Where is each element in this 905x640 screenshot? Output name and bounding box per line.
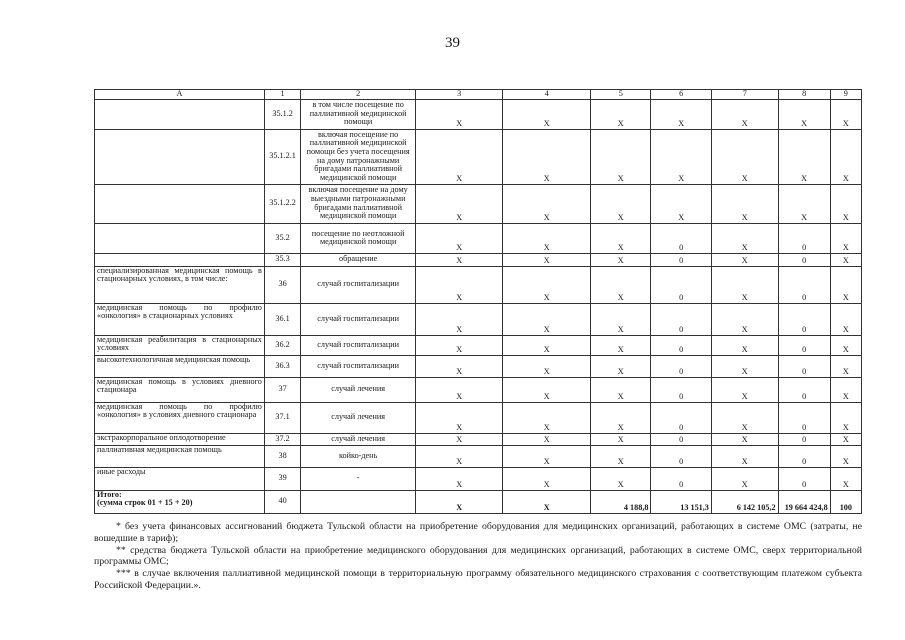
value-cell: X [778, 184, 830, 223]
value-cell: X [503, 433, 591, 445]
value-cell: X [651, 99, 711, 129]
row-label: медицинская реабилитация в стационарных условиях [95, 335, 265, 355]
value-cell: X [830, 303, 861, 335]
value-cell: 0 [778, 433, 830, 445]
value-cell: X [415, 129, 503, 184]
row-unit: обращение [301, 253, 416, 266]
value-cell: X [415, 377, 503, 402]
value-cell: X [415, 490, 503, 513]
table-row [95, 266, 862, 303]
value-cell: X [503, 99, 591, 129]
row-label [95, 223, 265, 253]
table-row [95, 223, 862, 253]
table-row [95, 402, 862, 433]
value-cell: 0 [778, 355, 830, 377]
row-label: Итого: (сумма строк 01 + 15 + 20) [95, 490, 265, 513]
row-label [95, 99, 265, 129]
value-cell: X [415, 467, 503, 490]
value-cell: X [503, 467, 591, 490]
table-row [95, 99, 862, 129]
value-cell: X [503, 377, 591, 402]
row-number: 38 [264, 445, 300, 467]
value-cell: X [830, 223, 861, 253]
row-label [95, 184, 265, 223]
value-cell: X [711, 99, 778, 129]
row-number: 36.1 [264, 303, 300, 335]
value-cell: X [591, 129, 651, 184]
value-cell: 100 [830, 490, 861, 513]
row-unit: посещение по неотложной медицинской помощи [301, 223, 416, 253]
value-cell: 0 [651, 266, 711, 303]
table-row [95, 467, 862, 490]
value-cell: X [711, 303, 778, 335]
row-label [95, 253, 265, 266]
row-label: высокотехнологичная медицинская помощь [95, 355, 265, 377]
value-cell: X [415, 184, 503, 223]
page-number: 39 [445, 35, 460, 51]
value-cell: X [830, 355, 861, 377]
row-unit: случай госпитализации [301, 335, 416, 355]
value-cell: X [591, 433, 651, 445]
value-cell: X [503, 445, 591, 467]
table-row [95, 377, 862, 402]
table-row [95, 355, 862, 377]
value-cell: 19 664 424,8 [778, 490, 830, 513]
row-number: 37.1 [264, 402, 300, 433]
row-unit: случай лечения [301, 377, 416, 402]
value-cell: X [591, 266, 651, 303]
value-cell: X [591, 355, 651, 377]
value-cell: X [415, 303, 503, 335]
value-cell: X [415, 355, 503, 377]
value-cell: 0 [651, 355, 711, 377]
row-number: 35.1.2.2 [264, 184, 300, 223]
value-cell: X [591, 99, 651, 129]
table-row [95, 335, 862, 355]
value-cell: X [830, 99, 861, 129]
value-cell: 0 [778, 335, 830, 355]
value-cell: 0 [778, 467, 830, 490]
value-cell: X [503, 490, 591, 513]
value-cell: X [830, 129, 861, 184]
value-cell: X [591, 445, 651, 467]
row-number: 39 [264, 467, 300, 490]
value-cell: 0 [651, 402, 711, 433]
value-cell: X [591, 335, 651, 355]
value-cell: 0 [651, 467, 711, 490]
value-cell: X [503, 303, 591, 335]
row-unit: койко-день [301, 445, 416, 467]
value-cell: X [415, 99, 503, 129]
footnotes [94, 521, 862, 592]
row-number: 37.2 [264, 433, 300, 445]
row-unit [301, 490, 416, 513]
value-cell: 0 [778, 266, 830, 303]
header-cell: А [95, 90, 265, 100]
table-row [95, 445, 862, 467]
row-unit: - [301, 467, 416, 490]
value-cell: 0 [651, 445, 711, 467]
value-cell: X [591, 303, 651, 335]
value-cell: X [830, 266, 861, 303]
value-cell: 0 [778, 303, 830, 335]
value-cell: 0 [778, 377, 830, 402]
value-cell: 13 151,3 [651, 490, 711, 513]
value-cell: X [415, 266, 503, 303]
value-cell: X [503, 335, 591, 355]
value-cell: X [711, 184, 778, 223]
table-row [95, 433, 862, 445]
header-cell: 5 [591, 90, 651, 100]
value-cell: X [711, 355, 778, 377]
table-row [95, 184, 862, 223]
row-number: 35.1.2 [264, 99, 300, 129]
value-cell: X [591, 467, 651, 490]
value-cell: X [591, 253, 651, 266]
footnote-3: *** в случае включения паллиативной медицинской помощи в территориальную программу обязательного медицинского страхования с соответствующим платежом субъекта Российской Федерации.». [94, 568, 862, 591]
value-cell: X [711, 377, 778, 402]
row-label: медицинская помощь по профилю «онкология» в условиях дневного стационара [95, 402, 265, 433]
value-cell: X [711, 445, 778, 467]
header-cell: 8 [778, 90, 830, 100]
row-number: 35.1.2.1 [264, 129, 300, 184]
value-cell: X [415, 223, 503, 253]
value-cell: X [830, 335, 861, 355]
footnote-2: ** средства бюджета Тульской области на приобретение медицинского оборудования для медицинских организаций, работающих в системе ОМС, сверх территориальной программы ОМС; [94, 544, 862, 568]
value-cell: X [711, 402, 778, 433]
value-cell: 0 [778, 445, 830, 467]
value-cell: X [651, 129, 711, 184]
table-header-row [95, 90, 862, 100]
value-cell: 0 [778, 253, 830, 266]
value-cell: X [503, 253, 591, 266]
table-row [95, 129, 862, 184]
value-cell: X [778, 99, 830, 129]
value-cell: X [830, 377, 861, 402]
value-cell: X [591, 377, 651, 402]
row-label: медицинская помощь в условиях дневного стационара [95, 377, 265, 402]
value-cell: 0 [651, 335, 711, 355]
row-unit: случай госпитализации [301, 266, 416, 303]
row-number: 35.2 [264, 223, 300, 253]
value-cell: 6 142 105,2 [711, 490, 778, 513]
value-cell: X [651, 184, 711, 223]
value-cell: X [830, 253, 861, 266]
row-label [95, 129, 265, 184]
row-number: 36.3 [264, 355, 300, 377]
value-cell: 0 [651, 223, 711, 253]
value-cell: X [830, 184, 861, 223]
value-cell: X [778, 129, 830, 184]
data-table [94, 89, 862, 514]
row-label: паллиативная медицинская помощь [95, 445, 265, 467]
row-unit: включая посещение по паллиативной медицинской помощи без учета посещения на дому патронажными бригадами паллиативной медицинской помощи [301, 129, 416, 184]
footnote-1: * без учета финансовых ассигнований бюджета Тульской области на приобретение оборудования для медицинских организаций, работающих в системе ОМС (затраты, не вошедшие в тариф); [94, 521, 862, 544]
value-cell: X [830, 402, 861, 433]
row-number: 40 [264, 490, 300, 513]
header-cell: 9 [830, 90, 861, 100]
value-cell: X [711, 433, 778, 445]
value-cell: X [711, 335, 778, 355]
value-cell: X [711, 253, 778, 266]
value-cell: X [711, 266, 778, 303]
value-cell: 0 [651, 433, 711, 445]
value-cell: X [415, 402, 503, 433]
value-cell: X [830, 467, 861, 490]
value-cell: 0 [651, 303, 711, 335]
value-cell: X [591, 402, 651, 433]
value-cell: X [591, 184, 651, 223]
value-cell: X [415, 433, 503, 445]
value-cell: 0 [651, 377, 711, 402]
value-cell: 0 [778, 402, 830, 433]
header-cell: 7 [711, 90, 778, 100]
value-cell: 4 188,8 [591, 490, 651, 513]
value-cell: X [503, 266, 591, 303]
value-cell: X [503, 129, 591, 184]
row-label: иные расходы [95, 467, 265, 490]
value-cell: X [830, 433, 861, 445]
row-label: экстракорпоральное оплодотворение [95, 433, 265, 445]
row-unit: случай лечения [301, 433, 416, 445]
row-number: 36 [264, 266, 300, 303]
value-cell: X [591, 223, 651, 253]
row-unit: включая посещение на дому выездными патронажными бригадами паллиативной медицинской помощи [301, 184, 416, 223]
row-label: медицинская помощь по профилю «онкология» в стационарных условиях [95, 303, 265, 335]
value-cell: X [415, 445, 503, 467]
value-cell: X [503, 184, 591, 223]
row-unit: случай госпитализации [301, 303, 416, 335]
header-cell: 1 [264, 90, 300, 100]
row-unit: в том числе посещение по паллиативной медицинской помощи [301, 99, 416, 129]
table-row [95, 253, 862, 266]
value-cell: X [711, 223, 778, 253]
row-number: 36.2 [264, 335, 300, 355]
row-unit: случай лечения [301, 402, 416, 433]
value-cell: X [711, 129, 778, 184]
value-cell: 0 [778, 223, 830, 253]
value-cell: X [503, 402, 591, 433]
value-cell: X [503, 223, 591, 253]
value-cell: X [711, 467, 778, 490]
header-cell: 3 [415, 90, 503, 100]
row-number: 35.3 [264, 253, 300, 266]
value-cell: X [503, 355, 591, 377]
value-cell: X [415, 335, 503, 355]
value-cell: X [415, 253, 503, 266]
row-label: специализированная медицинская помощь в стационарных условиях, в том числе: [95, 266, 265, 303]
value-cell: X [830, 445, 861, 467]
header-cell: 2 [301, 90, 416, 100]
row-number: 37 [264, 377, 300, 402]
header-cell: 6 [651, 90, 711, 100]
header-cell: 4 [503, 90, 591, 100]
row-unit: случай госпитализации [301, 355, 416, 377]
value-cell: 0 [651, 253, 711, 266]
table-row [95, 490, 862, 513]
table-row [95, 303, 862, 335]
